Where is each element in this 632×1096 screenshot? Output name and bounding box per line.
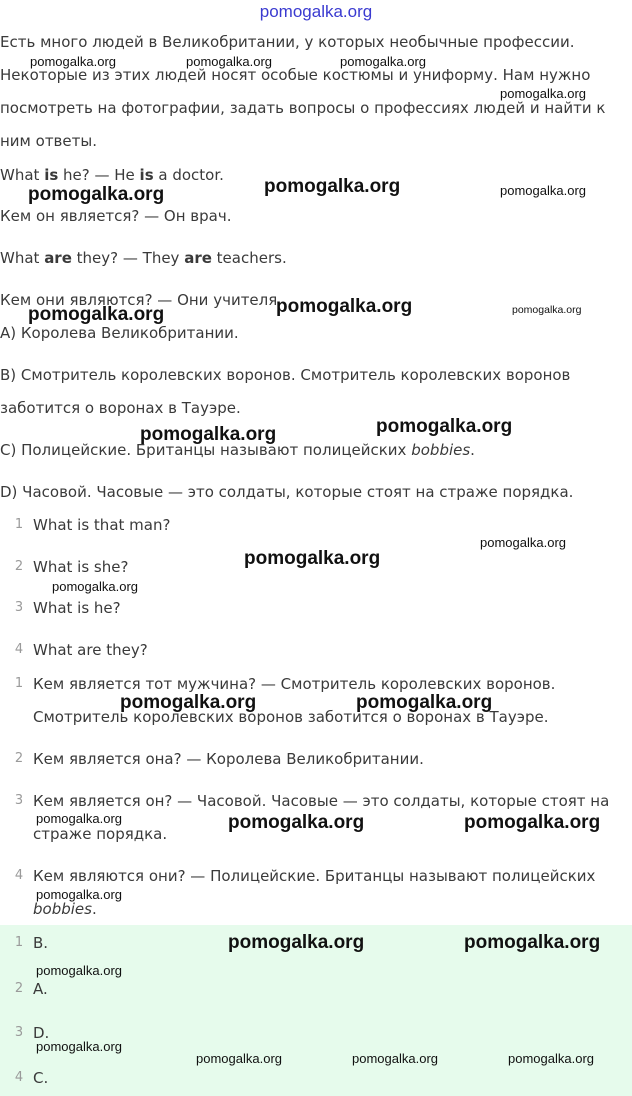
watermark: pomogalka.org	[120, 692, 257, 713]
intro-line-2: Некоторые из этих людей носят особые костюмы и униформу. Нам нужно	[0, 66, 591, 84]
question-number: 3	[14, 600, 24, 615]
translation-2: Кем является она? — Королева Великобритании.	[33, 750, 424, 768]
question-number: 1	[14, 517, 24, 532]
watermark: pomogalka.org	[356, 692, 493, 713]
watermark: pomogalka.org	[264, 176, 401, 197]
watermark: pomogalka.org	[186, 54, 272, 69]
watermark: pomogalka.org	[508, 1051, 594, 1066]
watermark: pomogalka.org	[340, 54, 426, 69]
translation-number: 3	[14, 793, 24, 808]
example-1-russian: Кем он является? — Он врач.	[0, 207, 232, 225]
answer-number: 3	[14, 1025, 24, 1040]
watermark: pomogalka.org	[512, 304, 582, 316]
watermark: pomogalka.org	[36, 1039, 122, 1054]
watermark: pomogalka.org	[376, 416, 513, 437]
translation-3-line-2: страже порядка.	[33, 825, 168, 843]
example-1-english: What is he? — He is a doctor.	[0, 166, 224, 184]
question-text: What is she?	[33, 558, 129, 576]
watermark: pomogalka.org	[28, 304, 165, 325]
watermark: pomogalka.org	[28, 184, 165, 205]
answer-number: 2	[14, 981, 24, 996]
watermark: pomogalka.org	[52, 579, 138, 594]
translation-1-line-1: Кем является тот мужчина? — Смотритель королевских воронов.	[33, 675, 556, 693]
option-a: A) Королева Великобритании.	[0, 324, 239, 342]
example-2-english: What are they? — They are teachers.	[0, 249, 287, 267]
answer-text: B.	[33, 934, 49, 952]
watermark: pomogalka.org	[140, 424, 277, 445]
question-number: 4	[14, 642, 24, 657]
translation-4-line-2: bobbies.	[33, 900, 97, 918]
option-c: C) Полицейские. Британцы называют полицейских bobbies.	[0, 441, 475, 459]
watermark: pomogalka.org	[228, 932, 365, 953]
option-b-line-2: заботится о воронах в Тауэре.	[0, 399, 241, 417]
question-text: What is he?	[33, 599, 121, 617]
watermark: pomogalka.org	[480, 535, 566, 550]
example-2-russian: Кем они являются? — Они учителя.	[0, 291, 283, 309]
intro-line-1: Есть много людей в Великобритании, у которых необычные профессии.	[0, 33, 575, 51]
answer-number: 1	[14, 935, 24, 950]
watermark: pomogalka.org	[500, 86, 586, 101]
option-b-line-1: B) Смотритель королевских воронов. Смотритель королевских воронов	[0, 366, 571, 384]
watermark: pomogalka.org	[228, 812, 365, 833]
watermark: pomogalka.org	[464, 812, 601, 833]
watermark: pomogalka.org	[196, 1051, 282, 1066]
answer-number: 4	[14, 1070, 24, 1085]
watermark: pomogalka.org	[244, 548, 381, 569]
answer-text: A.	[33, 980, 48, 998]
translation-number: 1	[14, 676, 24, 691]
watermark: pomogalka.org	[36, 887, 122, 902]
option-d: D) Часовой. Часовые — это солдаты, которые стоят на страже порядка.	[0, 483, 574, 501]
watermark: pomogalka.org	[500, 183, 586, 198]
watermark: pomogalka.org	[30, 54, 116, 69]
translation-3-line-1: Кем является он? — Часовой. Часовые — это солдаты, которые стоят на	[33, 792, 610, 810]
watermark: pomogalka.org	[36, 811, 122, 826]
answer-text: C.	[33, 1069, 49, 1087]
intro-line-4: ним ответы.	[0, 132, 97, 150]
question-text: What are they?	[33, 641, 148, 659]
watermark: pomogalka.org	[352, 1051, 438, 1066]
translation-number: 4	[14, 868, 24, 883]
question-number: 2	[14, 559, 24, 574]
translation-4-line-1: Кем являются они? — Полицейские. Британцы называют полицейских	[33, 867, 596, 885]
translation-number: 2	[14, 751, 24, 766]
intro-line-3: посмотреть на фотографии, задать вопросы о профессиях людей и найти к	[0, 99, 606, 117]
site-title[interactable]: pomogalka.org	[259, 2, 373, 21]
watermark: pomogalka.org	[464, 932, 601, 953]
watermark: pomogalka.org	[276, 296, 413, 317]
question-text: What is that man?	[33, 516, 171, 534]
translation-1-line-2: Смотритель королевских воронов заботится о воронах в Тауэре.	[33, 708, 549, 726]
watermark: pomogalka.org	[36, 963, 122, 978]
answer-text: D.	[33, 1024, 50, 1042]
